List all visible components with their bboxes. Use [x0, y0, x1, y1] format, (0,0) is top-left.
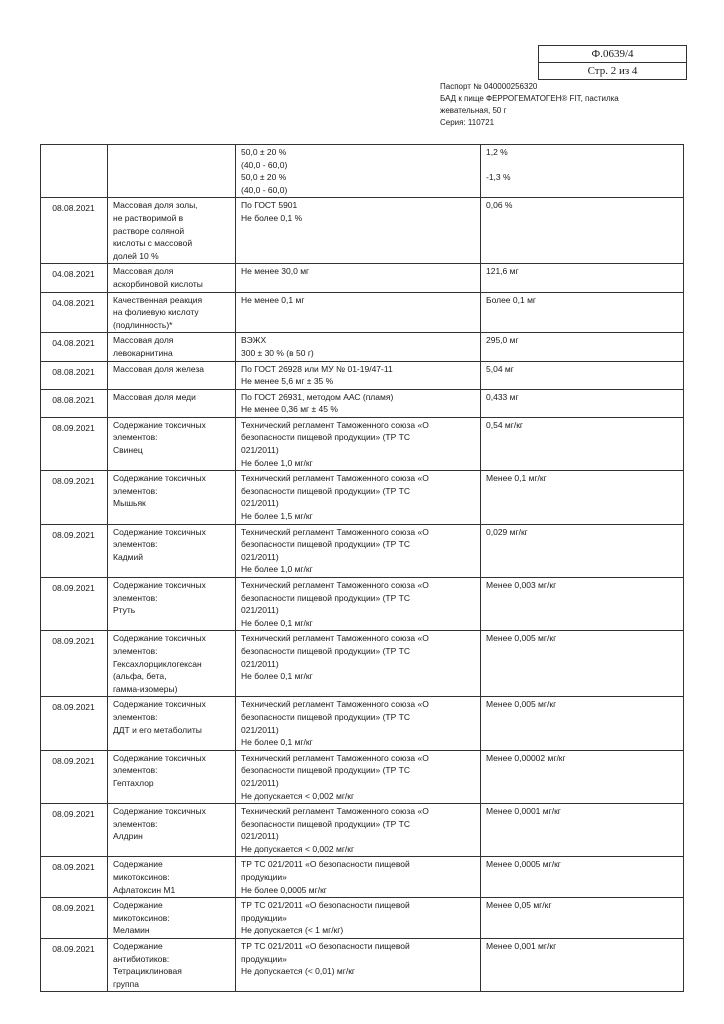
- indicator-line: (подлинность)*: [113, 319, 173, 330]
- table-row: [41, 333, 684, 361]
- test-date: 08.09.2021: [41, 578, 108, 631]
- norm-line: Не более 0,1 мг/кг: [241, 617, 313, 628]
- result-cell: [481, 333, 684, 361]
- indicator-line: Меламин: [113, 925, 150, 936]
- indicator-line: элементов:: [113, 485, 158, 496]
- table-row: [41, 264, 684, 292]
- passport-header: [440, 81, 680, 129]
- norm-line: 021/2011): [241, 658, 279, 669]
- norm-cell: [236, 333, 481, 361]
- indicator-cell: [108, 750, 236, 803]
- norm-line: Технический регламент Таможенного союза «О: [241, 580, 429, 590]
- table-row: [41, 524, 684, 577]
- result-cell: [481, 750, 684, 803]
- result-cell: [481, 417, 684, 470]
- norm-line: ТР ТС 021/2011 «О безопасности пищевой: [241, 859, 410, 870]
- indicator-cell: [108, 804, 236, 857]
- norm-line: Не более 0,1 %: [241, 212, 303, 223]
- test-date: 08.08.2021: [41, 198, 108, 264]
- norm-line: Технический регламент Таможенного союза «О: [241, 699, 429, 710]
- result-cell: [481, 857, 684, 898]
- indicator-line: не растворимой в: [113, 212, 184, 223]
- norm-line: Не допускается (< 1 мг/кг): [241, 925, 344, 936]
- indicator-line: растворе соляной: [113, 225, 185, 236]
- result-cell: [481, 389, 684, 417]
- result-line: 295,0 мг: [486, 335, 519, 346]
- indicator-line: Массовая доля: [113, 266, 174, 277]
- table-row: [41, 697, 684, 750]
- indicator-line: Массовая доля железа: [113, 363, 205, 374]
- indicator-line: Афлатоксин М1: [113, 884, 176, 895]
- norm-line: безопасности пищевой продукции» (ТР ТС: [241, 765, 410, 776]
- result-line: Более 0,1 мг: [486, 294, 537, 305]
- test-date: 04.08.2021: [41, 264, 108, 292]
- norm-cell: [236, 898, 481, 939]
- result-cell: [481, 697, 684, 750]
- indicator-cell: [108, 939, 236, 992]
- result-line: Менее 0,05 мг/кг: [486, 900, 552, 911]
- norm-cell: [236, 471, 481, 524]
- norm-line: безопасности пищевой продукции» (ТР ТС: [241, 711, 410, 722]
- indicator-line: элементов:: [113, 765, 158, 776]
- indicator-cell: [108, 697, 236, 750]
- indicator-line: Массовая доля меди: [113, 391, 196, 402]
- norm-line: безопасности пищевой продукции» (ТР ТС: [241, 592, 410, 603]
- norm-line: Не более 1,0 мг/кг: [241, 564, 313, 575]
- indicator-line: Содержание: [113, 900, 163, 911]
- test-date: 08.09.2021: [41, 750, 108, 803]
- norm-line: Не более 1,0 мг/кг: [241, 457, 313, 468]
- table-row: [41, 939, 684, 992]
- indicator-line: Содержание токсичных: [113, 633, 206, 644]
- norm-cell: [236, 750, 481, 803]
- results-table: [40, 144, 684, 992]
- indicator-line: Содержание токсичных: [113, 526, 206, 537]
- result-line: 121,6 мг: [486, 266, 519, 277]
- norm-line: Не более 0,0005 мг/кг: [241, 884, 327, 895]
- norm-cell: [236, 578, 481, 631]
- test-date: 08.09.2021: [41, 804, 108, 857]
- indicator-line: кислоты с массовой: [113, 238, 193, 249]
- passport-number: Паспорт № 040000256320: [440, 82, 538, 91]
- norm-line: Технический регламент Таможенного союза «О: [241, 526, 429, 537]
- indicator-line: гамма-изомеры): [113, 683, 178, 694]
- norm-line: 021/2011): [241, 831, 279, 842]
- norm-line: Не менее 5,6 мг ± 35 %: [241, 376, 334, 387]
- norm-line: По ГОСТ 26928 или МУ № 01-19/47-11: [241, 363, 393, 374]
- indicator-line: Качественная реакция: [113, 294, 203, 305]
- norm-line: Технический регламент Таможенного союза «О: [241, 806, 429, 817]
- result-line: [486, 159, 680, 172]
- result-line: 0,433 мг: [486, 391, 519, 402]
- table-row: [41, 389, 684, 417]
- indicator-line: Тетрациклиновая: [113, 966, 182, 977]
- indicator-line: группа: [113, 978, 139, 989]
- result-cell: [481, 361, 684, 389]
- norm-cell: [236, 524, 481, 577]
- batch-series: Серия: 110721: [440, 118, 495, 127]
- result-line: 0,54 мг/кг: [486, 419, 524, 430]
- indicator-line: левокарнитина: [113, 347, 173, 358]
- norm-line: продукции»: [241, 872, 287, 883]
- result-line: Менее 0,0005 мг/кг: [486, 859, 561, 870]
- norm-line: Не менее 0,1 мг: [241, 294, 305, 305]
- result-cell: [481, 631, 684, 697]
- indicator-line: Свинец: [113, 445, 143, 456]
- indicator-line: элементов:: [113, 539, 158, 550]
- indicator-line: элементов:: [113, 645, 158, 656]
- indicator-line: Содержание токсичных: [113, 806, 206, 817]
- form-code: Ф.0639/4: [591, 48, 634, 60]
- indicator-line: Мышьяк: [113, 498, 146, 509]
- result-cell: [481, 264, 684, 292]
- table-row: [41, 417, 684, 470]
- result-line: Менее 0,1 мг/кг: [486, 473, 547, 484]
- result-line: Менее 0,0001 мг/кг: [486, 806, 561, 817]
- norm-line: безопасности пищевой продукции» (ТР ТС: [241, 818, 410, 829]
- indicator-cell: [108, 471, 236, 524]
- norm-cell: [236, 939, 481, 992]
- norm-line: Технический регламент Таможенного союза «О: [241, 473, 429, 484]
- result-line: Менее 0,005 мг/кг: [486, 699, 557, 710]
- norm-cell: [236, 264, 481, 292]
- indicator-cell: [108, 361, 236, 389]
- result-cell: [481, 939, 684, 992]
- indicator-line: Содержание токсичных: [113, 699, 206, 710]
- form-code-box: [538, 45, 687, 80]
- norm-line: 50,0 ± 20 %: [241, 172, 287, 183]
- table-row: [41, 471, 684, 524]
- norm-cell: [236, 631, 481, 697]
- norm-line: Не допускается (< 0,01) мг/кг: [241, 966, 356, 977]
- norm-line: 021/2011): [241, 498, 279, 509]
- test-date: 08.09.2021: [41, 939, 108, 992]
- norm-cell: [236, 361, 481, 389]
- indicator-line: элементов:: [113, 818, 158, 829]
- results-table-body: [41, 145, 684, 992]
- norm-line: Не более 0,1 мг/кг: [241, 671, 313, 682]
- norm-line: Не менее 0,36 мг ± 45 %: [241, 404, 338, 415]
- result-cell: [481, 578, 684, 631]
- result-cell: [481, 524, 684, 577]
- norm-line: 50,0 ± 20 %: [241, 147, 287, 157]
- test-date: 08.09.2021: [41, 857, 108, 898]
- norm-line: безопасности пищевой продукции» (ТР ТС: [241, 645, 410, 656]
- norm-line: 021/2011): [241, 724, 279, 735]
- result-cell: [481, 292, 684, 333]
- indicator-line: Массовая доля: [113, 335, 174, 346]
- indicator-line: на фолиевую кислоту: [113, 307, 199, 318]
- result-line: Менее 0,00002 мг/кг: [486, 752, 566, 763]
- result-cell: [481, 198, 684, 264]
- norm-line: ВЭЖХ: [241, 335, 267, 346]
- norm-line: Технический регламент Таможенного союза «О: [241, 419, 429, 430]
- indicator-line: аскорбиновой кислоты: [113, 278, 203, 289]
- indicator-line: элементов:: [113, 711, 158, 722]
- indicator-cell: [108, 578, 236, 631]
- norm-line: Не более 1,5 мг/кг: [241, 511, 313, 522]
- norm-line: Не допускается < 0,002 мг/кг: [241, 843, 355, 854]
- indicator-cell: [108, 198, 236, 264]
- norm-cell: [236, 389, 481, 417]
- indicator-line: антибиотиков:: [113, 953, 170, 964]
- indicator-cell: [108, 417, 236, 470]
- result-line: 1,2 %: [486, 147, 508, 157]
- indicator-line: микотоксинов:: [113, 912, 170, 923]
- norm-line: продукции»: [241, 953, 287, 964]
- norm-line: 300 ± 30 % (в 50 г): [241, 347, 314, 358]
- norm-line: ТР ТС 021/2011 «О безопасности пищевой: [241, 900, 410, 911]
- result-line: Менее 0,003 мг/кг: [486, 580, 557, 590]
- test-date: 08.09.2021: [41, 898, 108, 939]
- indicator-cell: [108, 333, 236, 361]
- indicator-line: Содержание токсичных: [113, 580, 206, 590]
- norm-line: Технический регламент Таможенного союза «О: [241, 633, 429, 644]
- norm-line: 021/2011): [241, 605, 279, 616]
- norm-line: безопасности пищевой продукции» (ТР ТС: [241, 485, 410, 496]
- indicator-cell: [108, 389, 236, 417]
- norm-line: (40,0 - 60,0): [241, 159, 288, 170]
- table-row: [41, 198, 684, 264]
- indicator-line: Кадмий: [113, 551, 143, 562]
- norm-line: По ГОСТ 26931, методом ААС (пламя): [241, 391, 394, 402]
- indicator-cell: [108, 292, 236, 333]
- indicator-line: Гептахлор: [113, 777, 154, 788]
- test-date: 08.09.2021: [41, 697, 108, 750]
- norm-cell: [236, 697, 481, 750]
- table-row: [41, 804, 684, 857]
- result-cell: [481, 804, 684, 857]
- norm-line: продукции»: [241, 912, 287, 923]
- table-row: [41, 145, 684, 198]
- test-date: 08.09.2021: [41, 631, 108, 697]
- norm-cell: [236, 417, 481, 470]
- result-cell: [481, 145, 684, 198]
- indicator-line: долей 10 %: [113, 250, 159, 261]
- test-date: 04.08.2021: [41, 333, 108, 361]
- norm-line: Не допускается < 0,002 мг/кг: [241, 790, 355, 801]
- page-number: Стр. 2 из 4: [539, 62, 686, 79]
- test-date: 08.09.2021: [41, 417, 108, 470]
- table-row: [41, 361, 684, 389]
- norm-line: 021/2011): [241, 777, 279, 788]
- norm-line: Не более 0,1 мг/кг: [241, 737, 313, 748]
- norm-line: ТР ТС 021/2011 «О безопасности пищевой: [241, 941, 410, 952]
- norm-cell: [236, 292, 481, 333]
- table-row: [41, 857, 684, 898]
- norm-line: По ГОСТ 5901: [241, 200, 298, 211]
- test-date: 04.08.2021: [41, 292, 108, 333]
- test-date: 08.09.2021: [41, 471, 108, 524]
- indicator-line: микотоксинов:: [113, 872, 170, 883]
- indicator-line: элементов:: [113, 592, 158, 603]
- norm-line: безопасности пищевой продукции» (ТР ТС: [241, 432, 410, 443]
- result-line: Менее 0,005 мг/кг: [486, 633, 557, 644]
- norm-cell: [236, 857, 481, 898]
- indicator-line: Гексахлорциклогексан: [113, 658, 202, 669]
- test-date: 08.09.2021: [41, 524, 108, 577]
- norm-line: 021/2011): [241, 445, 279, 456]
- table-row: [41, 631, 684, 697]
- indicator-line: (альфа, бета,: [113, 671, 167, 682]
- norm-line: 021/2011): [241, 551, 279, 562]
- test-date: 08.08.2021: [41, 361, 108, 389]
- result-line: 0,029 мг/кг: [486, 526, 528, 537]
- table-row: [41, 292, 684, 333]
- indicator-line: Содержание токсичных: [113, 752, 206, 763]
- norm-line: безопасности пищевой продукции» (ТР ТС: [241, 539, 410, 550]
- norm-line: (40,0 - 60,0): [241, 184, 288, 195]
- indicator-line: Алдрин: [113, 831, 143, 842]
- indicator-cell: [108, 898, 236, 939]
- norm-line: Технический регламент Таможенного союза «О: [241, 752, 429, 763]
- result-cell: [481, 471, 684, 524]
- result-line: -1,3 %: [486, 172, 511, 183]
- table-row: [41, 578, 684, 631]
- indicator-cell: [108, 524, 236, 577]
- indicator-cell: [108, 857, 236, 898]
- product-name-cont: жевательная, 50 г: [440, 106, 507, 115]
- indicator-line: Содержание: [113, 941, 163, 952]
- indicator-line: ДДТ и его метаболиты: [113, 724, 202, 735]
- norm-cell: [236, 145, 481, 198]
- product-name: БАД к пище ФЕРРОГЕМАТОГЕН® FIT, пастилка: [440, 94, 619, 103]
- indicator-line: Ртуть: [113, 605, 136, 616]
- indicator-line: Содержание токсичных: [113, 473, 206, 484]
- norm-cell: [236, 804, 481, 857]
- table-row: [41, 750, 684, 803]
- result-line: 5,04 мг: [486, 363, 514, 374]
- result-line: Менее 0,001 мг/кг: [486, 941, 557, 952]
- indicator-line: элементов:: [113, 432, 158, 443]
- test-date: 08.08.2021: [41, 389, 108, 417]
- indicator-cell: [108, 631, 236, 697]
- result-cell: [481, 898, 684, 939]
- norm-cell: [236, 198, 481, 264]
- indicator-cell: [108, 264, 236, 292]
- indicator-line: Содержание токсичных: [113, 419, 206, 430]
- table-row: [41, 898, 684, 939]
- result-line: 0,06 %: [486, 200, 513, 211]
- test-date: [41, 145, 108, 198]
- indicator-cell: [108, 145, 236, 198]
- norm-line: Не менее 30,0 мг: [241, 266, 310, 277]
- indicator-line: Содержание: [113, 859, 163, 870]
- indicator-line: Массовая доля золы,: [113, 200, 198, 211]
